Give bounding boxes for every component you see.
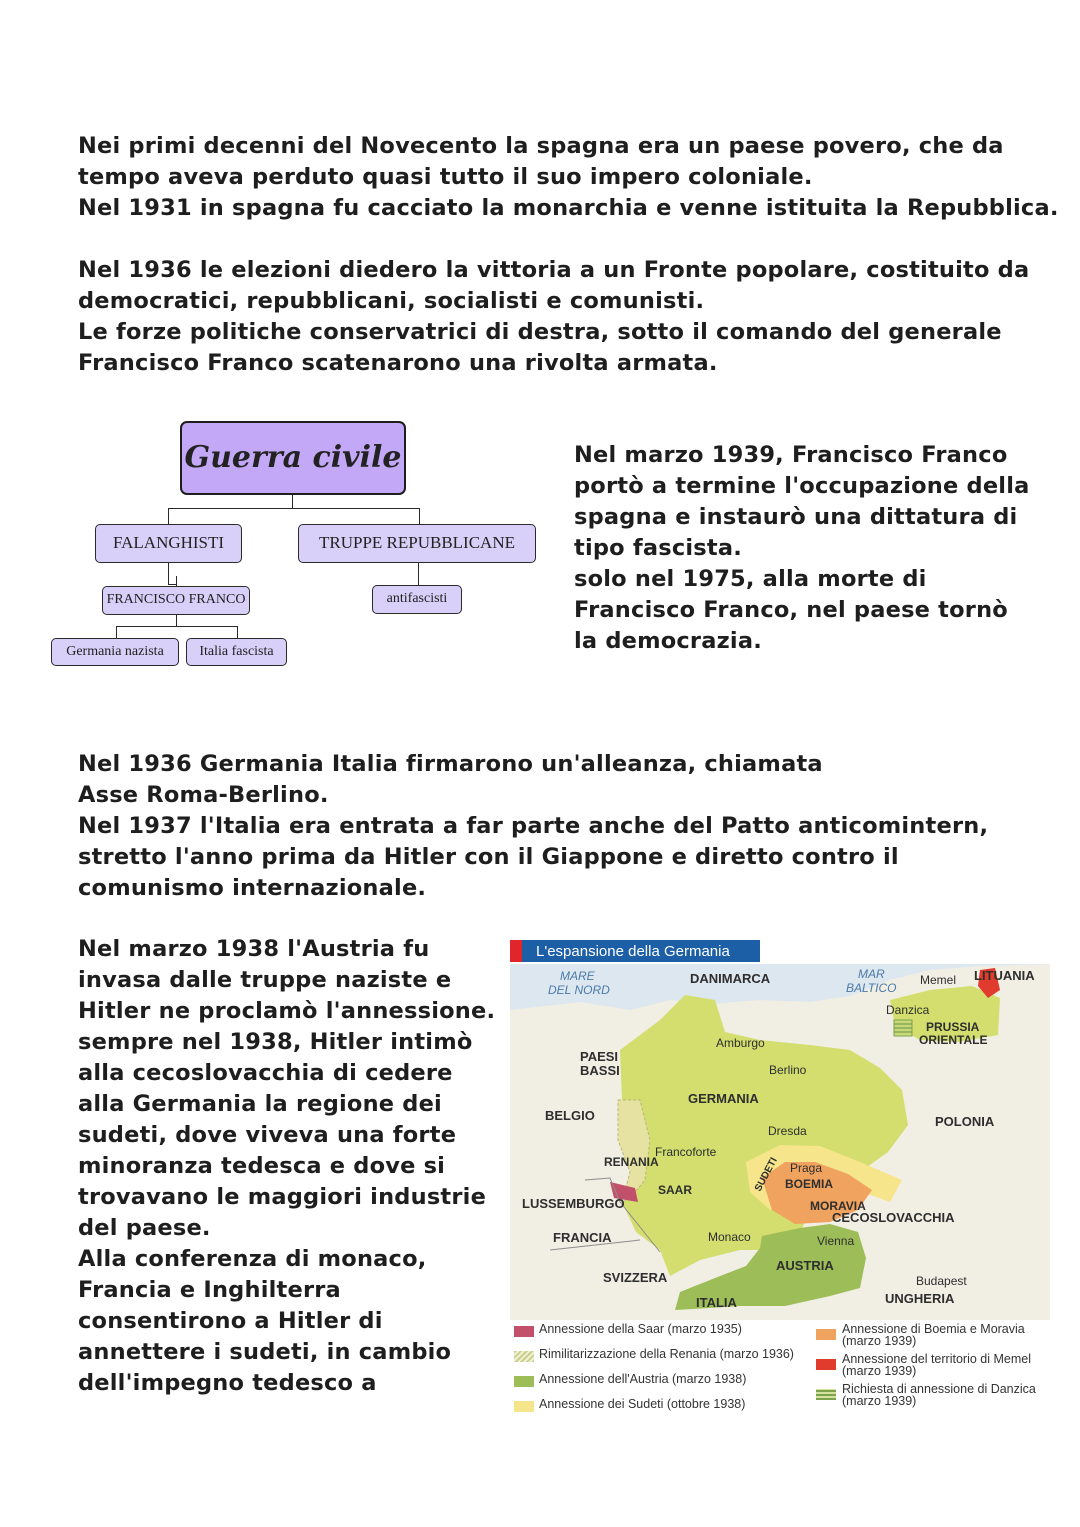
text-line: tipo fascista.	[574, 535, 742, 561]
text-line: alla Germania la regione dei	[78, 1091, 442, 1117]
text-line: spagna e instaurò una dittatura di	[574, 504, 1018, 530]
text-line: Le forze politiche conservatrici di destra, sotto il comando del generale	[78, 319, 1002, 345]
franco-dictatorship-paragraph	[574, 440, 1030, 657]
text-line: Nel 1931 in spagna fu cacciato la monarchia e venne istituita la Repubblica.	[78, 195, 1059, 221]
legend-item: Annessione di Boemia e Moravia	[842, 1322, 1025, 1336]
text-line: Nei primi decenni del Novecento la spagna era un paese povero, che da	[78, 133, 1004, 159]
concept-map-title: Guerra civile	[180, 421, 406, 495]
text-line: Francisco Franco scatenarono una rivolta armata.	[78, 350, 718, 376]
map-label: BALTICO	[846, 981, 897, 995]
text-line: sempre nel 1938, Hitler intimò	[78, 1029, 473, 1055]
falanghisti-node: FALANGHISTI	[95, 524, 242, 563]
text-line: invasa dalle truppe naziste e	[78, 967, 452, 993]
text-line: trovavano le maggiori industrie	[78, 1184, 487, 1210]
map-label: BELGIO	[545, 1108, 595, 1123]
legend-item: Richiesta di annessione di Danzica	[842, 1382, 1036, 1396]
map-title-accent	[510, 940, 522, 962]
map-label: Budapest	[916, 1274, 967, 1288]
text-line: Nel marzo 1939, Francisco Franco	[574, 442, 1008, 468]
text-line: portò a termine l'occupazione della	[574, 473, 1030, 499]
legend-swatch-renania	[514, 1351, 534, 1362]
text-line: minoranza tedesca e dove si	[78, 1153, 446, 1179]
text-line: Nel 1936 le elezioni diedero la vittoria a un Fronte popolare, costituito da	[78, 257, 1030, 283]
legend-swatch-saar	[514, 1326, 534, 1337]
map-label: CECOSLOVACCHIA	[832, 1210, 955, 1225]
map-label: MORAVIA	[810, 1199, 866, 1213]
map-label: DEL NORD	[548, 983, 610, 997]
text-line: alla cecoslovacchia di cedere	[78, 1060, 453, 1086]
axis-paragraph	[78, 749, 988, 904]
text-line: Asse Roma-Berlino.	[78, 782, 329, 808]
map-label: PAESI	[580, 1049, 619, 1064]
text-line: la democrazia.	[574, 628, 762, 654]
connector	[176, 576, 177, 586]
text-line: annettere i sudeti, in cambio	[78, 1339, 452, 1365]
map-label: POLONIA	[935, 1114, 995, 1129]
legend-item: Annessione della Saar (marzo 1935)	[539, 1322, 742, 1336]
map-label: Danzica	[886, 1003, 930, 1017]
map-label: DANIMARCA	[690, 971, 771, 986]
truppe-repubblicane-node: TRUPPE REPUBBLICANE	[298, 524, 536, 563]
legend-swatch-memel	[816, 1359, 836, 1370]
map-label: RENANIA	[604, 1155, 659, 1169]
map-label: MAR	[858, 967, 885, 981]
text-line: Nel 1936 Germania Italia firmarono un'alleanza, chiamata	[78, 751, 823, 777]
legend-item: Annessione dei Sudeti (ottobre 1938)	[539, 1397, 746, 1411]
legend-item: (marzo 1939)	[842, 1334, 917, 1348]
antifascisti-node: antifascisti	[372, 585, 462, 614]
legend-swatch-austria	[514, 1376, 534, 1387]
text-line: tempo aveva perduto quasi tutto il suo impero coloniale.	[78, 164, 813, 190]
francisco-franco-node: FRANCISCO FRANCO	[102, 586, 250, 615]
map-label: MARE	[560, 969, 595, 983]
map-label: BOEMIA	[785, 1177, 833, 1191]
legend-item: Rimilitarizzazione della Renania (marzo 1936)	[539, 1347, 794, 1361]
map-label: LUSSEMBURGO	[522, 1196, 625, 1211]
map-label: Amburgo	[716, 1036, 765, 1050]
legend-swatch-boemia	[816, 1329, 836, 1340]
germany-expansion-map	[510, 940, 1050, 1410]
text-line: Alla conferenza di monaco,	[78, 1246, 427, 1272]
map-label: SUDETI	[752, 1155, 780, 1194]
italia-fascista-node: Italia fascista	[186, 638, 287, 666]
text-line: stretto l'anno prima da Hitler con il Giappone e diretto contro il	[78, 844, 899, 870]
legend-item: Annessione dell'Austria (marzo 1938)	[539, 1372, 747, 1386]
text-line: Nel 1937 l'Italia era entrata a far parte anche del Patto anticomintern,	[78, 813, 989, 839]
map-label: Memel	[920, 973, 957, 987]
text-line: comunismo internazionale.	[78, 875, 427, 901]
connector	[418, 563, 419, 585]
connector	[176, 615, 177, 626]
elections-paragraph	[78, 255, 1029, 379]
legend-item: (marzo 1939)	[842, 1364, 917, 1378]
legend-item: Annessione del territorio di Memel	[842, 1352, 1031, 1366]
map-label: PRUSSIA	[926, 1020, 980, 1034]
austria-sudeti-paragraph	[78, 934, 495, 1399]
map-label: BASSI	[580, 1063, 620, 1078]
map-label: Monaco	[708, 1230, 751, 1244]
connector	[292, 495, 293, 509]
map-label: UNGHERIA	[885, 1291, 955, 1306]
map-label: SVIZZERA	[603, 1270, 668, 1285]
connector	[168, 508, 420, 525]
map-label: Francoforte	[655, 1145, 717, 1159]
map-label: Berlino	[769, 1063, 807, 1077]
map-label: LITUANIA	[974, 968, 1035, 983]
map-title: L'espansione della Germania	[536, 943, 730, 960]
text-line: Francisco Franco, nel paese tornò	[574, 597, 1008, 623]
map-label: FRANCIA	[553, 1230, 612, 1245]
text-line: dell'impegno tedesco a	[78, 1370, 377, 1396]
text-line: solo nel 1975, alla morte di	[574, 566, 927, 592]
text-line: del paese.	[78, 1215, 211, 1241]
text-line: democratici, repubblicani, socialisti e comunisti.	[78, 288, 705, 314]
map-label: Dresda	[768, 1124, 807, 1138]
germania-nazista-node: Germania nazista	[51, 638, 179, 666]
legend-swatch-danzica	[816, 1389, 836, 1400]
text-line: Francia e Inghilterra	[78, 1277, 341, 1303]
legend-item: (marzo 1939)	[842, 1394, 917, 1408]
map-legend	[510, 1322, 1050, 1410]
map-label: AUSTRIA	[776, 1258, 834, 1273]
text-line: sudeti, dove viveva una forte	[78, 1122, 457, 1148]
map-label: GERMANIA	[688, 1091, 759, 1106]
legend-swatch-sudeti	[514, 1401, 534, 1412]
text-line: consentirono a Hitler di	[78, 1308, 383, 1334]
intro-paragraph	[78, 131, 1059, 224]
map-label: SAAR	[658, 1183, 693, 1197]
map-label: Praga	[790, 1161, 823, 1175]
map-label: ITALIA	[696, 1295, 737, 1310]
text-line: Hitler ne proclamò l'annessione.	[78, 998, 496, 1024]
map-label: Vienna	[817, 1234, 855, 1248]
text-line: Nel marzo 1938 l'Austria fu	[78, 936, 430, 962]
map-label: ORIENTALE	[919, 1033, 988, 1047]
